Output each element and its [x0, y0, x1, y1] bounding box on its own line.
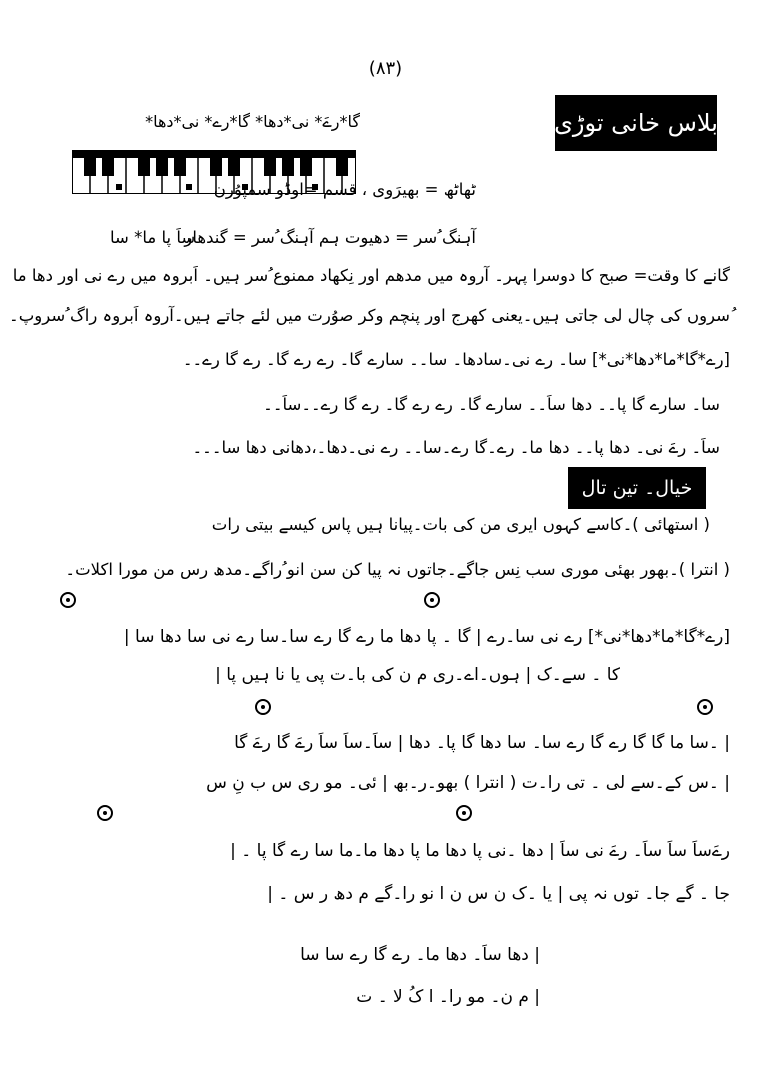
paragraph-line-1: گانے کا وقت= صبح کا دوسرا پہر۔ آروہ میں مدھم اور نِکھاد ممنوع ُسر ہیں۔ اَبروہ میں رے نی اور دھا ما: [12, 266, 730, 285]
notation-line-8: | م ن۔ مو را۔ ا کُ لا ۔ ت: [356, 987, 540, 1007]
vadi-line: آہنگ ُسر = دھیوت ہم آہنگ ُسر = گندھار: [184, 228, 476, 247]
raag-title: بلاس خانی توڑی: [555, 95, 717, 151]
sam-marker-icon: [60, 592, 76, 608]
sthai-line: ( استھائی )۔کاسے کہوں ایری من کی بات۔پیانا ہیں پاس کیسے بیتی رات: [211, 515, 710, 534]
sam-marker-icon: [255, 699, 271, 715]
notation-line-7: | دھا ساَ۔ دھا ما۔ رے گا رے سا سا: [300, 945, 540, 965]
notation-line-4: | ۔س کے۔سے لی ۔ تی را۔ت ( انترا ) بھو۔ر۔بھ | ئی۔ مو ری س ب نِ س: [206, 773, 730, 793]
page-number: (٨٣): [368, 58, 403, 79]
khayal-heading: خیال۔ تین تال: [568, 467, 706, 509]
antara-line: ( انترا )۔بھور بھئی موری سب نِس جاگے۔جاتوں نہ پیا کن سن انو ُراگے۔مدھ رس من مورا اکلات۔: [65, 560, 730, 579]
vadi-notes: ساَ پا ما* سا: [110, 228, 196, 247]
aroh-line-2: سا۔ سارے گا پا۔۔ دھا ساَ۔۔ سارے گا۔ رے رے گا۔ رے گا رے۔۔ساَ۔۔: [263, 395, 720, 414]
notation-line-6: جا ۔ گے جا۔ توں نہ پی | یا ۔ک ن س ن ا نو را۔گے م دھ ر س ۔ |: [267, 884, 730, 904]
aroh-line-3: ساَ۔ رےَ نی۔ دھا پا۔۔ دھا ما۔ رے۔گا رے۔سا۔۔ رے نی۔دھا۔،دھانی دھا سا۔۔۔: [192, 438, 720, 457]
notation-line-1: [رے*گا*ما*دھا*نی*] رے نی سا۔رے | گا ۔ پا دھا ما رے گا رے سا۔سا رے نی سا دھا سا |: [123, 627, 730, 647]
sam-marker-icon: [97, 805, 113, 821]
sam-marker-icon: [424, 592, 440, 608]
aroh-line-1: [رے*گا*ما*دھا*نی*] سا۔ رے نی۔سادھا۔ سا۔۔ سارے گا۔ رے رے گا۔ رے گا رے۔۔: [182, 350, 730, 369]
paragraph-line-2: ُسروں کی چال لی جاتی ہیں۔یعنی کھرج اور پنچم وکر صوُرت میں لئے جاتے ہیں۔آروہ اَبروہ راگ ُسروپ۔: [9, 306, 730, 325]
notation-line-3: | ۔سا ما گا گا رے گا رے سا۔ سا دھا گا پا۔ دھا | ساَ۔ساَ ساَ رےَ گا رےَ گا: [234, 733, 730, 753]
notation-line-2: کا ۔ سے۔ک | ہوں۔اے۔ری م ن کی با۔ت پی یا نا ہیں پا |: [215, 665, 620, 685]
swara-header: گا*رےَ* نی*دھا* گا*رے* نی*دھا*: [145, 112, 360, 131]
sam-marker-icon: [456, 805, 472, 821]
sam-marker-icon: [697, 699, 713, 715]
notation-line-5: رےَساَ ساَ ساَ۔ رےَ نی ساَ | دھا ۔نی پا دھا ما پا دھا ما۔ما سا رے گا پا ۔ |: [230, 841, 730, 861]
thaat-line: ٹھاٹھ = بھیرَوی ، قسم =اوڈو سمپوُرن: [213, 180, 476, 199]
